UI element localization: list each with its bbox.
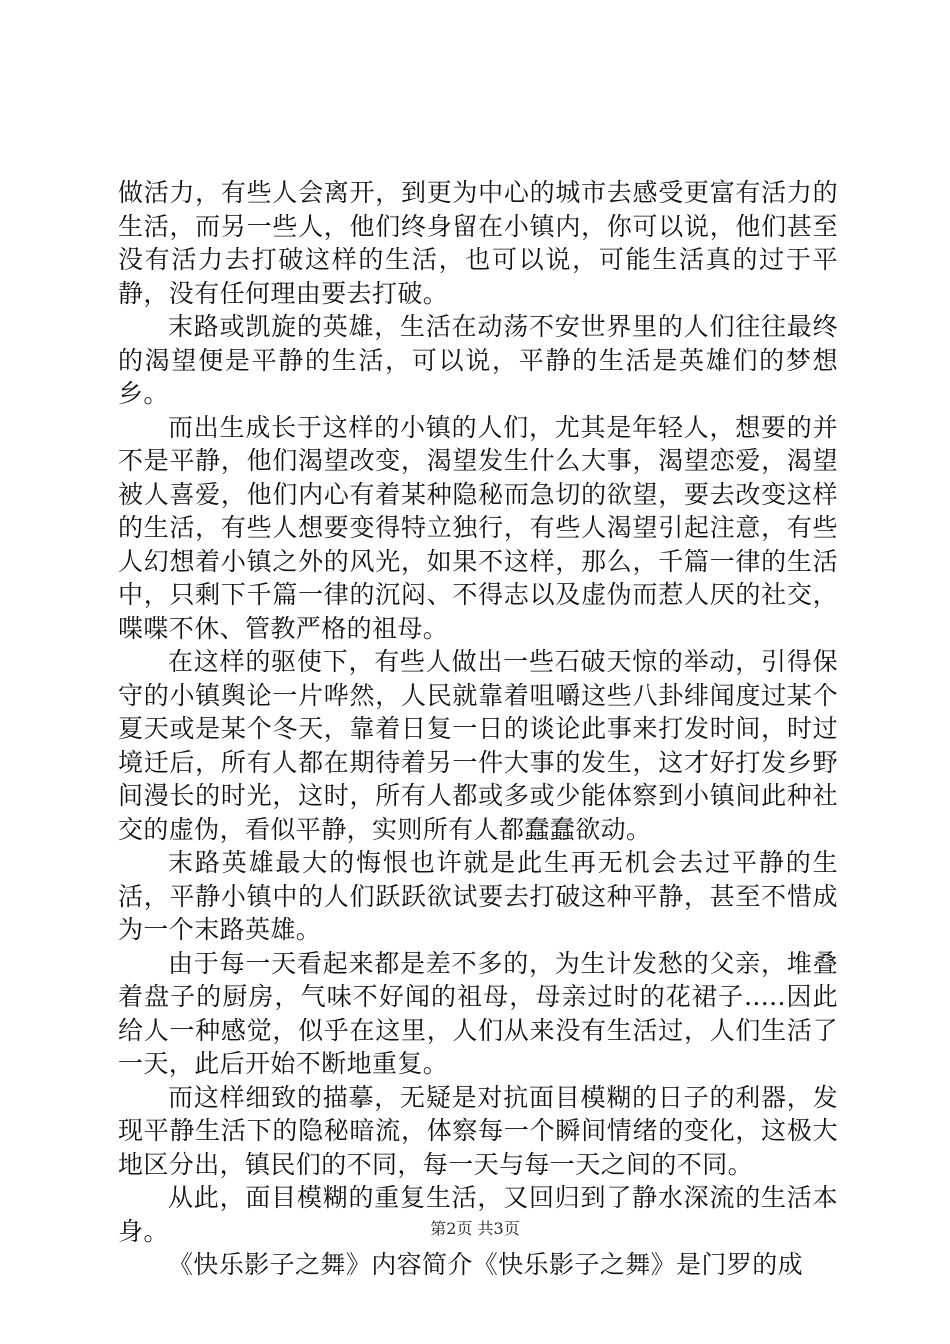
document-body bbox=[118, 176, 838, 1282]
paragraph: 末路英雄最大的悔恨也许就是此生再无机会去过平静的生活，平静小镇中的人们跃跃欲试要去打破这种平静，甚至不惜成为一个末路英雄。 bbox=[118, 848, 838, 944]
paragraph: 而这样细致的描摹，无疑是对抗面目模糊的日子的利器，发现平静生活下的隐秘暗流，体察每一个瞬间情绪的变化，这极大地区分出，镇民们的不同，每一天与每一天之间的不同。 bbox=[118, 1082, 838, 1179]
paragraph: 而出生成长于这样的小镇的人们，尤其是年轻人，想要的并不是平静，他们渴望改变，渴望发生什么大事，渴望恋爱，渴望被人喜爱，他们内心有着某种隐秘而急切的欲望，要去改变这样的生活，有些人想要变得特立独行，有些人渴望引起注意，有些人幻想着小镇之外的风光，如果不这样，那么，千篇一律的生活中，只剩下千篇一律的沉闷、不得志以及虚伪而惹人厌的社交，喋喋不休、管教严格的祖母。 bbox=[118, 412, 838, 643]
paragraph: 《快乐影子之舞》内容简介《快乐影子之舞》是门罗的成 bbox=[168, 1250, 804, 1279]
paragraph: 从此，面目模糊的重复生活，又回归到了静水深流的生活本身。 bbox=[118, 1183, 838, 1246]
page-number-footer: 第2页 共3页 bbox=[430, 1219, 520, 1238]
paragraph: 末路或凯旋的英雄，生活在动荡不安世界里的人们往往最终的渴望便是平静的生活，可以说，平静的生活是英雄们的梦想乡。 bbox=[118, 312, 838, 408]
paragraph: 由于每一天看起来都是差不多的，为生计发愁的父亲，堆叠着盘子的厨房，气味不好闻的祖母，母亲过时的花裙子.....因此给人一种感觉，似乎在这里，人们从来没有生活过，人们生活了一天，此后开始不断地重复。 bbox=[118, 948, 838, 1078]
paragraph: 在这样的驱使下，有些人做出一些石破天惊的举动，引得保守的小镇舆论一片哗然，人民就靠着咀嚼这些八卦绯闻度过某个夏天或是某个冬天，靠着日复一日的谈论此事来打发时间，时过境迁后，所有人都在期待着另一件大事的发生，这才好打发乡野间漫长的时光，这时，所有人都或多或少能体察到小镇间此种社交的虚伪，看似平静，实则所有人都蠢蠢欲动。 bbox=[118, 647, 838, 844]
paragraph: 做活力，有些人会离开，到更为中心的城市去感受更富有活力的生活，而另一些人，他们终身留在小镇内，你可以说，他们甚至没有活力去打破这样的生活，也可以说，可能生活真的过于平静，没有任何理由要去打破。 bbox=[118, 178, 838, 308]
